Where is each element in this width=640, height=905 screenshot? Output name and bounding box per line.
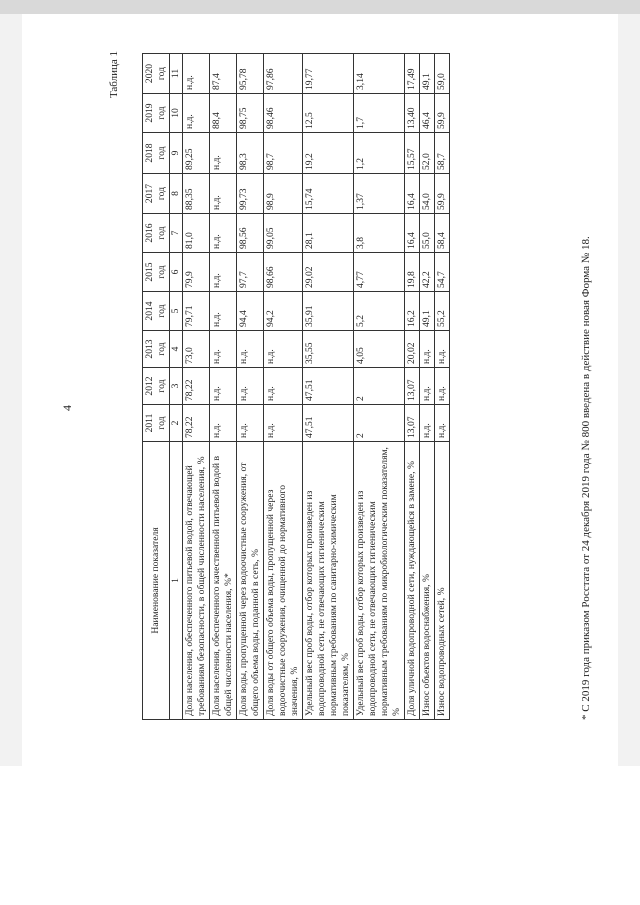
column-number: 6: [169, 253, 182, 292]
indicator-value: 5,2: [353, 292, 404, 331]
header-year: [143, 94, 170, 133]
indicator-name: Доля воды от общего объема воды, пропущенной через водоочистные сооружения, очищенной до нормативного значения, %: [263, 442, 302, 720]
indicator-value: 2: [353, 368, 404, 405]
table-row: [182, 54, 209, 720]
indicator-value: н.д.: [263, 405, 302, 442]
indicator-value: 4,05: [353, 331, 404, 368]
indicator-value: 13,07: [404, 368, 419, 405]
column-number: 4: [169, 331, 182, 368]
indicator-value: 97,7: [236, 253, 263, 292]
indicators-table: [142, 53, 450, 720]
header-year-unit: год: [155, 416, 167, 430]
indicator-value: 2: [353, 405, 404, 442]
indicator-value: 98,66: [263, 253, 302, 292]
indicator-value: н.д.: [182, 94, 209, 133]
table-row: [302, 54, 353, 720]
column-number: 5: [169, 292, 182, 331]
indicator-value: 16,4: [404, 174, 419, 214]
indicator-value: 54,0: [419, 174, 434, 214]
header-year-unit: год: [155, 342, 167, 356]
indicator-value: 49,1: [419, 54, 434, 94]
header-indicator-name: Наименование показателя: [143, 442, 170, 720]
indicator-name: Удельный вес проб воды, отбор которых произведен из водопроводной сети, не отвечающих гигиеническим нормативным требованиям по санитарно-химическим показателям, %: [302, 442, 353, 720]
header-year-value: 2019: [144, 103, 155, 123]
indicator-value: 78,22: [182, 368, 209, 405]
indicator-name: Доля населения, обеспеченного питьевой водой, отвечающей требованиям безопасности, в общей численности населения, %: [182, 442, 209, 720]
indicator-value: 1,7: [353, 94, 404, 133]
indicator-value: 16,4: [404, 214, 419, 253]
indicator-value: 35,55: [302, 331, 353, 368]
indicator-value: н.д.: [209, 214, 236, 253]
indicator-value: 19,77: [302, 54, 353, 94]
indicator-value: 42,2: [419, 253, 434, 292]
indicator-value: 13,40: [404, 94, 419, 133]
table-row: [404, 54, 419, 720]
header-year-unit: год: [155, 379, 167, 393]
indicator-value: 15,57: [404, 133, 419, 174]
header-year: [143, 214, 170, 253]
table-row: [434, 54, 449, 720]
indicator-name: Износ объектов водоснабжения, %: [419, 442, 434, 720]
header-year-value: 2014: [144, 301, 155, 321]
indicator-value: н.д.: [419, 405, 434, 442]
header-year-unit: год: [155, 106, 167, 120]
header-year-unit: год: [155, 146, 167, 160]
header-year-value: 2016: [144, 223, 155, 243]
indicator-value: 98,46: [263, 94, 302, 133]
indicator-value: н.д.: [236, 331, 263, 368]
indicator-value: н.д.: [209, 331, 236, 368]
indicator-value: 20,02: [404, 331, 419, 368]
indicator-value: 79,71: [182, 292, 209, 331]
indicator-value: 98,56: [236, 214, 263, 253]
header-year-unit: год: [155, 186, 167, 201]
header-year-value: 2015: [144, 262, 155, 282]
indicator-value: 58,7: [434, 133, 449, 174]
header-year-value: 2018: [144, 143, 155, 163]
indicator-value: 99,73: [236, 174, 263, 214]
indicator-value: 3,8: [353, 214, 404, 253]
indicator-value: 59,0: [434, 54, 449, 94]
header-year: [143, 331, 170, 368]
indicator-value: н.д.: [209, 292, 236, 331]
indicator-value: 58,4: [434, 214, 449, 253]
indicator-value: 35,91: [302, 292, 353, 331]
indicator-value: н.д.: [434, 331, 449, 368]
indicator-value: н.д.: [419, 368, 434, 405]
indicator-value: н.д.: [236, 368, 263, 405]
table-row: [236, 54, 263, 720]
table-row: [263, 54, 302, 720]
table-row: [419, 54, 434, 720]
indicator-value: 47,51: [302, 405, 353, 442]
indicator-value: 98,75: [236, 94, 263, 133]
indicator-value: 3,14: [353, 54, 404, 94]
indicator-value: 52,0: [419, 133, 434, 174]
indicator-value: 15,74: [302, 174, 353, 214]
table-body: [182, 54, 449, 720]
table-caption: Таблица 1: [108, 51, 120, 99]
column-number: 7: [169, 214, 182, 253]
indicator-value: 49,1: [419, 292, 434, 331]
column-number: 1: [169, 442, 182, 720]
indicator-value: 12,5: [302, 94, 353, 133]
indicator-value: 59,9: [434, 174, 449, 214]
indicator-value: 78,22: [182, 405, 209, 442]
indicator-value: 79,9: [182, 253, 209, 292]
indicator-value: 99,05: [263, 214, 302, 253]
header-year: [143, 133, 170, 174]
indicator-value: 1,37: [353, 174, 404, 214]
column-number: 10: [169, 94, 182, 133]
page-number: 4: [60, 405, 74, 411]
header-row: [143, 54, 170, 720]
indicator-value: 59,9: [434, 94, 449, 133]
header-year-unit: год: [155, 265, 167, 279]
indicator-name: Износ водопроводных сетей, %: [434, 442, 449, 720]
header-year: [143, 174, 170, 214]
indicator-value: н.д.: [209, 253, 236, 292]
header-year-unit: год: [155, 304, 167, 318]
indicator-value: 55,2: [434, 292, 449, 331]
table-row: [209, 54, 236, 720]
header-year-unit: год: [155, 226, 167, 240]
column-number: 2: [169, 405, 182, 442]
indicator-value: н.д.: [236, 405, 263, 442]
indicator-value: 97,86: [263, 54, 302, 94]
indicator-name: Доля уличной водопроводной сети, нуждающейся в замене, %: [404, 442, 419, 720]
column-number-row: [169, 54, 182, 720]
header-year-value: 2011: [144, 413, 155, 433]
indicator-value: 46,4: [419, 94, 434, 133]
scanner-top-strip: [0, 0, 640, 14]
indicator-value: 47,51: [302, 368, 353, 405]
indicator-value: н.д.: [209, 368, 236, 405]
indicator-value: 1,2: [353, 133, 404, 174]
indicator-value: н.д.: [209, 405, 236, 442]
indicator-name: Доля населения, обеспеченного качественной питьевой водой в общей численности населения, %*: [209, 442, 236, 720]
indicator-value: 19,8: [404, 253, 419, 292]
header-year: [143, 405, 170, 442]
indicator-value: 88,4: [209, 94, 236, 133]
scanned-page: [22, 14, 618, 766]
header-year-value: 2013: [144, 339, 155, 359]
indicator-value: 28,1: [302, 214, 353, 253]
column-number: 3: [169, 368, 182, 405]
rotated-page-content: [60, 33, 620, 758]
indicator-value: 13,07: [404, 405, 419, 442]
indicator-value: н.д.: [209, 133, 236, 174]
indicator-value: н.д.: [263, 368, 302, 405]
indicator-name: Доля воды, пропущенной через водоочистные сооружения, от общего объема воды, поданной в сеть, %: [236, 442, 263, 720]
table-row: [353, 54, 404, 720]
indicator-value: 87,4: [209, 54, 236, 94]
indicator-value: 88,35: [182, 174, 209, 214]
header-year-value: 2020: [144, 63, 155, 84]
indicator-value: 16,2: [404, 292, 419, 331]
column-number: 8: [169, 174, 182, 214]
indicator-value: 95,78: [236, 54, 263, 94]
blank-lower-area: [0, 766, 640, 905]
indicator-value: 94,4: [236, 292, 263, 331]
indicator-value: 89,25: [182, 133, 209, 174]
indicator-value: 29,02: [302, 253, 353, 292]
indicator-value: 98,3: [236, 133, 263, 174]
column-number: 9: [169, 133, 182, 174]
header-year-unit: год: [155, 66, 167, 81]
header-year: [143, 253, 170, 292]
indicator-value: 73,0: [182, 331, 209, 368]
indicator-value: н.д.: [434, 368, 449, 405]
column-number: 11: [169, 54, 182, 94]
indicator-value: н.д.: [209, 174, 236, 214]
indicator-value: 81,0: [182, 214, 209, 253]
indicator-name: Удельный вес проб воды, отбор которых произведен из водопроводной сети, не отвечающих гигиеническим нормативным требованиям по микробиологическим показателям, %: [353, 442, 404, 720]
indicator-value: н.д.: [263, 331, 302, 368]
header-year: [143, 292, 170, 331]
indicator-value: н.д.: [434, 405, 449, 442]
header-year: [143, 368, 170, 405]
indicator-value: 55,0: [419, 214, 434, 253]
footnote: * С 2019 года приказом Росстата от 24 декабря 2019 года № 800 введена в действие новая Форма № 18.: [580, 236, 592, 720]
indicator-value: 17,49: [404, 54, 419, 94]
indicator-value: н.д.: [182, 54, 209, 94]
indicator-value: 4,77: [353, 253, 404, 292]
indicator-value: 98,9: [263, 174, 302, 214]
indicator-value: 94,2: [263, 292, 302, 331]
indicator-value: н.д.: [419, 331, 434, 368]
indicator-value: 19,2: [302, 133, 353, 174]
indicator-value: 98,7: [263, 133, 302, 174]
indicator-value: 54,7: [434, 253, 449, 292]
header-year: [143, 54, 170, 94]
header-year-value: 2017: [144, 183, 155, 204]
header-year-value: 2012: [144, 376, 155, 396]
